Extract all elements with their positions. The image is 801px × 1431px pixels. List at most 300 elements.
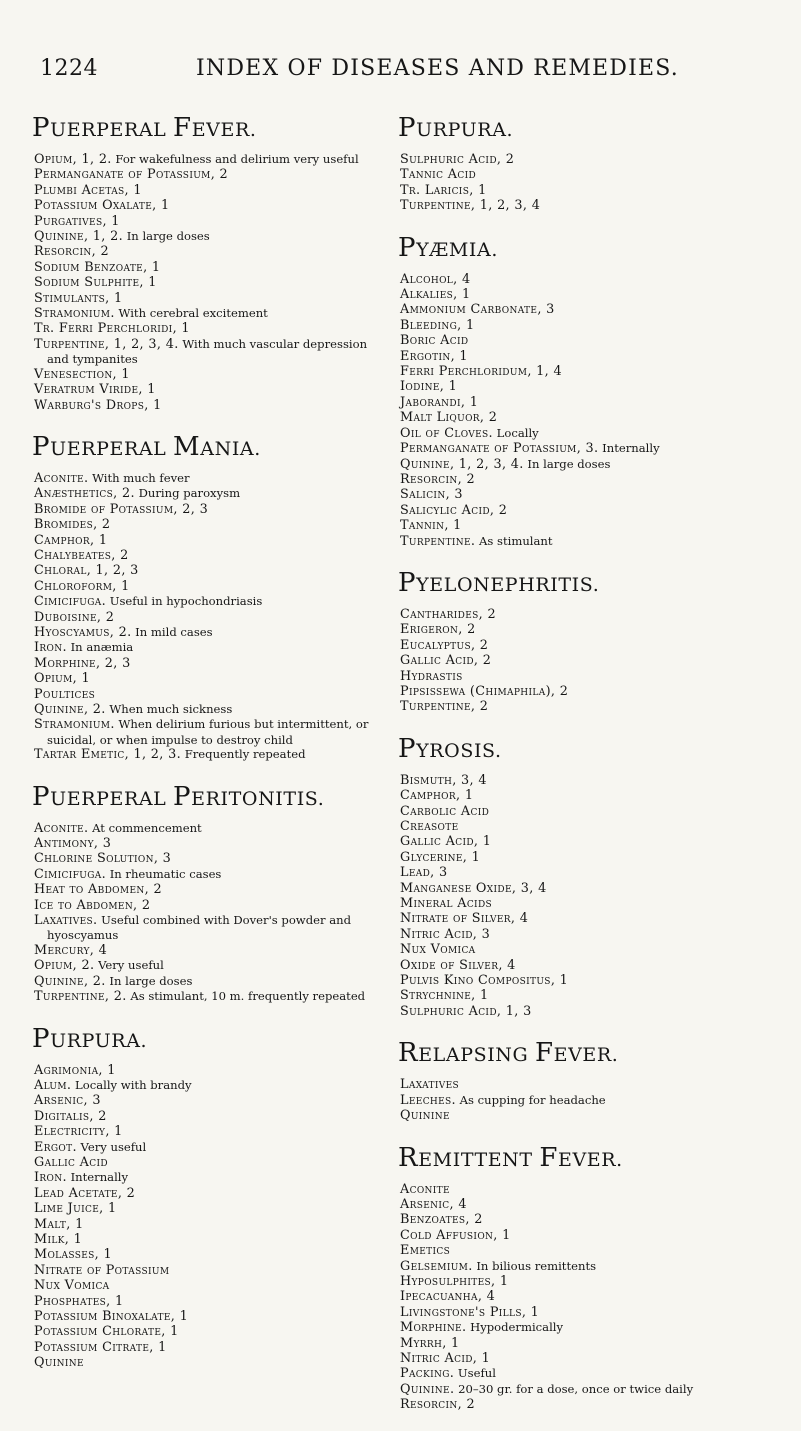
index-entry [400, 1243, 785, 1258]
remedy-name: Bromide of Potassium, 2, 3 [34, 501, 209, 517]
entry-list [400, 1182, 785, 1413]
remedy-name: Potassium Oxalate, 1 [34, 198, 170, 214]
remedy-note: During paroxysm [138, 486, 241, 501]
entry-list [400, 773, 785, 1020]
index-entry [34, 974, 386, 989]
remedy-name: Chloroform, 1 [34, 578, 130, 594]
remedy-note: In anæmia [70, 640, 134, 655]
index-entry [34, 1170, 386, 1185]
remedy-name: Leeches. [400, 1092, 456, 1108]
section-title-relapsing-fever: RELAPSING FEVER. [398, 1038, 619, 1069]
remedy-name: Veratrum Viride, 1 [34, 382, 156, 398]
entry-list [34, 1063, 386, 1371]
remedy-name: Alum. [34, 1077, 72, 1093]
index-entry [400, 364, 785, 379]
index-entry [400, 518, 785, 533]
remedy-name: Poultices [34, 686, 96, 702]
remedy-name: Lead, 3 [400, 865, 448, 881]
remedy-name: Quinine [34, 1355, 84, 1371]
remedy-note: In large doses [527, 456, 611, 471]
remedy-name: Sulphuric Acid, 2 [400, 152, 515, 167]
index-entry [400, 638, 785, 653]
remedy-note: Frequently repeated [184, 747, 306, 762]
index-entry [400, 198, 785, 213]
remedy-name: Quinine, 1, 2, 3, 4. [400, 456, 524, 472]
remedy-name: Milk, 1 [34, 1231, 83, 1247]
index-entry [400, 441, 785, 456]
remedy-name: Eucalyptus, 2 [400, 637, 489, 653]
index-entry [34, 1201, 386, 1216]
remedy-name: Alcohol, 4 [400, 271, 471, 287]
page-number: 1224 [40, 56, 98, 81]
remedy-name: Opium, 1 [34, 671, 90, 687]
remedy-name: Bleeding, 1 [400, 317, 475, 333]
remedy-note: Internally [70, 1170, 129, 1185]
remedy-name: Turpentine, 1, 2, 3, 4 [400, 198, 541, 214]
index-entry [400, 183, 785, 198]
remedy-name: Cantharides, 2 [400, 606, 496, 622]
remedy-note: In bilious remittents [476, 1258, 597, 1273]
remedy-name: Chloral, 1, 2, 3 [34, 563, 139, 579]
index-entry [34, 548, 386, 563]
remedy-name: Oil of Cloves. [400, 425, 493, 441]
index-entry [400, 302, 785, 317]
index-entry [34, 1186, 386, 1201]
index-entry [400, 1093, 785, 1108]
index-entry [34, 471, 386, 486]
remedy-name: Lime Juice, 1 [34, 1201, 117, 1217]
page-header [0, 56, 801, 96]
section-title-remittent-fever: REMITTENT FEVER. [398, 1142, 623, 1173]
remedy-name: Lead Acetate, 2 [34, 1185, 136, 1201]
remedy-name: Packing. [400, 1366, 455, 1382]
index-entry [34, 1355, 386, 1370]
section-title-purpura: PURPURA. [32, 1023, 148, 1054]
index-entry [400, 1305, 785, 1320]
index-entry [400, 988, 785, 1003]
index-entry [34, 702, 386, 717]
index-entry [34, 1109, 386, 1124]
index-entry [34, 579, 386, 594]
remedy-name: Antimony, 3 [34, 836, 112, 852]
index-entry [34, 398, 386, 413]
index-entry [34, 1232, 386, 1247]
index-entry [400, 1077, 785, 1092]
remedy-name: Ergotin, 1 [400, 348, 468, 364]
remedy-name: Opium, 2. [34, 958, 95, 974]
remedy-name: Turpentine. [400, 533, 476, 549]
remedy-note: Useful in hypochondriasis [109, 594, 263, 609]
index-entry [400, 773, 785, 788]
index-entry [34, 898, 386, 913]
index-entry [34, 882, 386, 897]
entry-list [34, 821, 386, 1005]
index-entry [34, 1340, 386, 1355]
remedy-note: Useful combined with Dover's powder and hyoscyamus [47, 913, 355, 943]
remedy-note: With much vascular depression and tympanites [47, 336, 371, 367]
remedy-name: Carbolic Acid [400, 803, 490, 819]
section-title-purpura: PURPURA. [398, 113, 514, 143]
remedy-name: Salicylic Acid, 2 [400, 502, 508, 518]
remedy-name: Malt Liquor, 2 [400, 410, 498, 426]
index-entry [34, 337, 386, 367]
remedy-name: Stramonium. [34, 717, 115, 733]
remedy-name: Resorcin, 2 [34, 244, 109, 260]
index-entry [400, 1182, 785, 1197]
remedy-name: Bismuth, 3, 4 [400, 772, 487, 788]
index-entry [34, 214, 386, 229]
remedy-name: Electricity, 1 [34, 1124, 123, 1140]
index-entry [400, 272, 785, 287]
section-title-puerperal-mania: PUERPERAL MANIA. [32, 431, 261, 462]
left-column [34, 112, 386, 1389]
remedy-name: Ferri Perchloridum, 1, 4 [400, 364, 562, 380]
index-entry [400, 534, 785, 549]
remedy-name: Tannic Acid [400, 167, 477, 183]
remedy-name: Salicin, 3 [400, 487, 463, 503]
remedy-name: Permanganate of Potassium, 3. [400, 441, 599, 457]
index-entry [34, 306, 386, 321]
section-title-pyelonephritis: PYELONEPHRITIS. [398, 567, 600, 598]
index-entry [400, 426, 785, 441]
index-entry [400, 472, 785, 487]
remedy-name: Laxatives [400, 1077, 460, 1093]
index-entry [400, 487, 785, 502]
index-entry [400, 669, 785, 684]
remedy-name: Emetics [400, 1243, 451, 1259]
remedy-name: Purgatives, 1 [34, 213, 120, 229]
remedy-name: Arsenic, 3 [34, 1093, 101, 1109]
index-entry [34, 1140, 386, 1155]
index-entry [400, 1382, 785, 1397]
remedy-note: 20–30 gr. for a dose, once or twice daily [458, 1381, 694, 1396]
remedy-name: Nux Vomica [400, 942, 476, 958]
index-entry [400, 1108, 785, 1123]
remedy-name: Plumbi Acetas, 1 [34, 182, 142, 198]
remedy-name: Nitrate of Potassium [34, 1262, 170, 1278]
remedy-name: Glycerine, 1 [400, 849, 481, 865]
remedy-name: Cimicifuga. [34, 594, 106, 610]
remedy-note: When much sickness [109, 702, 233, 716]
index-entry [400, 379, 785, 394]
remedy-name: Livingstone's Pills, 1 [400, 1304, 540, 1320]
remedy-name: Resorcin, 2 [400, 1397, 475, 1413]
index-entry [34, 1278, 386, 1293]
remedy-name: Quinine, 2. [34, 973, 106, 989]
index-entry [400, 1320, 785, 1335]
section-title-pyrosis: PYROSIS. [398, 733, 502, 764]
remedy-name: Potassium Binoxalate, 1 [34, 1309, 189, 1324]
index-entry [34, 291, 386, 306]
index-entry [400, 1397, 785, 1412]
remedy-name: Erigeron, 2 [400, 622, 476, 638]
remedy-name: Pipsissewa (Chimaphila), 2 [400, 683, 569, 699]
remedy-name: Chlorine Solution, 3 [34, 851, 172, 867]
remedy-name: Ice to Abdomen, 2 [34, 897, 151, 913]
entry-list [34, 471, 386, 763]
remedy-name: Stramonium. [34, 306, 115, 322]
index-entry [400, 973, 785, 988]
remedy-note: As cupping for headache [459, 1092, 606, 1107]
remedy-name: Cimicifuga. [34, 866, 106, 882]
index-entry [400, 1004, 785, 1019]
remedy-note: For wakefulness and delirium very useful [115, 152, 359, 166]
remedy-name: Camphor, 1 [400, 788, 474, 804]
remedy-note: With cerebral excitement [118, 306, 268, 321]
index-entry [400, 804, 785, 819]
remedy-name: Gallic Acid [34, 1154, 108, 1170]
index-entry [34, 486, 386, 501]
index-entry [34, 152, 386, 167]
index-entry [400, 1228, 785, 1243]
index-entry [400, 503, 785, 518]
index-entry [400, 1197, 785, 1212]
index-entry [34, 1247, 386, 1262]
index-entry [34, 671, 386, 686]
remedy-name: Hyposulphites, 1 [400, 1273, 509, 1289]
remedy-note: Useful [457, 1366, 496, 1381]
index-entry [400, 865, 785, 880]
index-entry [34, 260, 386, 275]
index-entry [400, 1212, 785, 1227]
index-entry [400, 333, 785, 348]
remedy-note: As stimulant, 10 m. frequently repeated [130, 989, 366, 1004]
index-entry [34, 1093, 386, 1108]
index-entry [400, 788, 785, 803]
remedy-note: At commencement [92, 820, 202, 835]
index-entry [400, 699, 785, 714]
index-entry [34, 167, 386, 182]
remedy-name: Gallic Acid, 2 [400, 653, 492, 669]
remedy-name: Camphor, 1 [34, 532, 108, 548]
index-entry [400, 958, 785, 973]
index-entry [34, 367, 386, 382]
section-title-puerperal-fever: PUERPERAL FEVER. [32, 113, 257, 143]
index-entry [34, 1309, 386, 1324]
index-entry [34, 1155, 386, 1170]
index-entry [400, 834, 785, 849]
index-entry [400, 607, 785, 622]
remedy-note: In mild cases [135, 624, 213, 639]
index-entry [34, 656, 386, 671]
index-entry [400, 349, 785, 364]
remedy-name: Chalybeates, 2 [34, 547, 129, 563]
remedy-name: Tr. Ferri Perchloridi, 1 [34, 321, 190, 337]
index-entry [34, 183, 386, 198]
remedy-name: Warburg's Drops, 1 [34, 397, 162, 413]
index-entry [400, 1274, 785, 1289]
remedy-name: Turpentine, 2 [400, 699, 489, 715]
remedy-name: Iron. [34, 640, 67, 656]
index-entry [34, 533, 386, 548]
index-entry [34, 989, 386, 1004]
remedy-note: In large doses [126, 229, 210, 244]
remedy-name: Nitric Acid, 3 [400, 926, 491, 942]
index-entry [34, 717, 386, 747]
remedy-name: Laxatives. [34, 913, 98, 929]
remedy-name: Bromides, 2 [34, 517, 111, 533]
remedy-name: Hyoscyamus, 2. [34, 624, 132, 640]
index-entry [34, 594, 386, 609]
remedy-name: Morphine. [400, 1320, 467, 1336]
remedy-name: Aconite [400, 1181, 450, 1197]
remedy-name: Mercury, 4 [34, 942, 108, 958]
index-entry [34, 321, 386, 336]
remedy-name: Nux Vomica [34, 1278, 110, 1294]
remedy-name: Creasote [400, 819, 459, 834]
remedy-name: Venesection, 1 [34, 366, 130, 382]
right-column [400, 112, 785, 1431]
remedy-name: Molasses, 1 [34, 1247, 112, 1263]
index-entry [400, 167, 785, 182]
remedy-name: Mineral Acids [400, 896, 493, 912]
index-entry [400, 1289, 785, 1304]
index-entry [34, 867, 386, 882]
remedy-name: Jaborandi, 1 [400, 394, 479, 410]
remedy-name: Boric Acid [400, 333, 469, 349]
index-entry [400, 410, 785, 425]
index-entry [400, 395, 785, 410]
remedy-name: Benzoates, 2 [400, 1212, 483, 1228]
remedy-name: Turpentine, 2. [34, 989, 127, 1005]
index-entry [34, 1217, 386, 1232]
index-entry [400, 1259, 785, 1274]
index-entry [34, 958, 386, 973]
remedy-name: Agrimonia, 1 [34, 1062, 116, 1078]
index-entry [34, 1324, 386, 1339]
index-entry [400, 152, 785, 167]
remedy-name: Manganese Oxide, 3, 4 [400, 880, 547, 896]
index-entry [34, 821, 386, 836]
index-entry [34, 275, 386, 290]
section-title-puerperal-peritonitis: PUERPERAL PERITONITIS. [32, 781, 325, 812]
remedy-note: Internally [602, 441, 660, 456]
running-head: INDEX OF DISEASES AND REMEDIES. [196, 56, 679, 81]
index-entry [34, 198, 386, 213]
remedy-name: Quinine. [400, 1381, 455, 1397]
remedy-name: Gallic Acid, 1 [400, 834, 492, 850]
index-entry [34, 229, 386, 244]
remedy-name: Iodine, 1 [400, 379, 458, 395]
remedy-name: Pulvis Kino Compositus, 1 [400, 973, 569, 989]
index-entry [400, 927, 785, 942]
index-entry [34, 687, 386, 702]
entry-list [400, 1077, 785, 1123]
index-entry [400, 881, 785, 896]
entry-list [400, 607, 785, 715]
remedy-note: In large doses [109, 973, 193, 988]
index-entry [400, 850, 785, 865]
index-entry [400, 684, 785, 699]
remedy-name: Sodium Sulphite, 1 [34, 275, 157, 291]
remedy-name: Malt, 1 [34, 1216, 84, 1232]
remedy-name: Resorcin, 2 [400, 471, 475, 487]
index-entry [34, 610, 386, 625]
index-entry [34, 836, 386, 851]
remedy-name: Opium, 1, 2. [34, 152, 112, 167]
remedy-name: Alkalies, 1 [400, 287, 471, 303]
remedy-name: Sodium Benzoate, 1 [34, 259, 161, 275]
entry-list [400, 272, 785, 549]
remedy-name: Potassium Chlorate, 1 [34, 1324, 179, 1340]
remedy-name: Phosphates, 1 [34, 1293, 124, 1309]
index-entry [34, 563, 386, 578]
index-entry [400, 622, 785, 637]
index-entry [34, 1078, 386, 1093]
remedy-note: Very useful [98, 958, 164, 973]
index-entry [400, 1366, 785, 1381]
remedy-name: Nitrate of Silver, 4 [400, 911, 529, 927]
index-entry [34, 913, 386, 943]
remedy-note: With much fever [92, 470, 190, 485]
index-entry [34, 943, 386, 958]
remedy-name: Turpentine, 1, 2, 3, 4. [34, 336, 179, 352]
remedy-name: Potassium Citrate, 1 [34, 1339, 167, 1355]
remedy-name: Oxide of Silver, 4 [400, 957, 516, 973]
remedy-name: Quinine [400, 1108, 450, 1124]
index-entry [34, 1124, 386, 1139]
remedy-note: As stimulant [479, 533, 553, 548]
remedy-name: Ipecacuanha, 4 [400, 1289, 496, 1305]
index-entry [400, 819, 785, 834]
remedy-name: Anæsthetics, 2. [34, 486, 135, 502]
remedy-name: Morphine, 2, 3 [34, 655, 131, 671]
remedy-name: Aconite. [34, 470, 89, 486]
remedy-name: Digitalis, 2 [34, 1108, 107, 1124]
remedy-note: Hypodermically [470, 1320, 564, 1335]
index-entry [34, 502, 386, 517]
remedy-name: Ergot. [34, 1139, 77, 1155]
entry-list [400, 152, 785, 214]
index-entry [400, 1336, 785, 1351]
remedy-name: Myrrh, 1 [400, 1335, 460, 1351]
remedy-name: Arsenic, 4 [400, 1196, 467, 1212]
index-entry [34, 640, 386, 655]
index-entry [34, 747, 386, 762]
remedy-note: Locally [496, 425, 539, 440]
remedy-name: Strychnine, 1 [400, 988, 489, 1004]
index-entry [34, 625, 386, 640]
remedy-name: Iron. [34, 1170, 67, 1186]
entry-list [34, 152, 386, 413]
index-entry [400, 457, 785, 472]
remedy-note: In rheumatic cases [109, 866, 222, 881]
index-entry [400, 942, 785, 957]
index-entry [34, 851, 386, 866]
remedy-note: Very useful [80, 1139, 147, 1154]
remedy-name: Gelsemium. [400, 1258, 473, 1274]
remedy-name: Duboisine, 2 [34, 609, 115, 625]
section-title-py-mia: PYÆMIA. [398, 232, 498, 263]
remedy-name: Ammonium Carbonate, 3 [400, 302, 555, 318]
remedy-name: Aconite. [34, 820, 89, 836]
remedy-name: Stimulants, 1 [34, 290, 123, 306]
index-entry [34, 1263, 386, 1278]
remedy-name: Heat to Abdomen, 2 [34, 882, 162, 898]
remedy-name: Quinine, 2. [34, 702, 106, 717]
remedy-name: Hydrastis [400, 668, 463, 684]
remedy-note: When delirium furious but intermittent, or suicidal, or when impulse to destroy child [47, 717, 373, 747]
index-entry [400, 287, 785, 302]
remedy-note: Locally with brandy [75, 1077, 192, 1092]
remedy-name: Quinine, 1, 2. [34, 229, 124, 245]
index-entry [34, 517, 386, 532]
index-entry [400, 318, 785, 333]
index-entry [400, 911, 785, 926]
index-entry [34, 1294, 386, 1309]
index-entry [34, 1063, 386, 1078]
remedy-name: Permanganate of Potassium, 2 [34, 167, 229, 183]
